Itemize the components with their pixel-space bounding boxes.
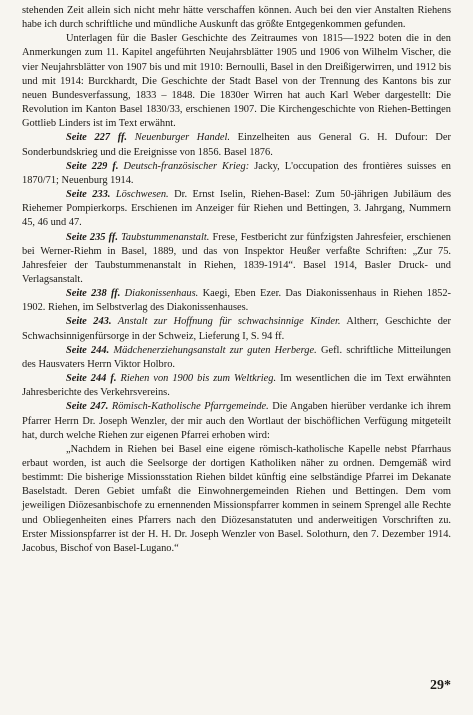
- page-reference: Seite 244.: [66, 344, 110, 356]
- note-text: Einzelheiten aus General G. H. Dufour: Der Sonderbundskrieg und die Ereignisse von 1856. Basel 1876.: [22, 132, 451, 158]
- quoted-decree: [22, 443, 451, 556]
- note-label: Römisch-Katholische Pfarrgemeinde.: [111, 401, 269, 413]
- page-reference: Seite 238 ff.: [66, 288, 121, 300]
- note-text: Jacky, L'occupation des frontières suisses en 1870/71; Neuenburg 1914.: [22, 160, 452, 186]
- page-reference: Seite 243.: [66, 316, 112, 328]
- page-number: 29*: [430, 677, 451, 693]
- note-seite-244: [22, 344, 451, 372]
- page-reference: Seite 235 ff.: [66, 231, 118, 243]
- page-reference: Seite 247.: [66, 401, 109, 413]
- note-label: Deutsch-französischer Krieg:: [123, 160, 250, 172]
- note-text: Im wesentlichen die im Text erwähnten Jahresberichte des Verkehrsvereins.: [22, 373, 451, 399]
- note-seite-247: [22, 400, 451, 442]
- note-label: Anstalt zur Hoffnung für schwachsinnige Kinder.: [117, 316, 341, 328]
- quote-text: „Nachdem in Riehen bei Basel eine eigene römisch-katholische Kapelle nebst Pfarrhaus erbaut worden, ist auch die Seelsorge der dortigen Katholiken näher zu ordnen. Demgemäß wird bestimmt: Die bisherige Missionsstation Riehen bildet künftig eine selbständige Pfarrei im Dekanate Baselstadt. Deren Gebiet umfaßt die Einwohnergemeinden Riehen und Bettingen. Dem vom jeweiligen Diözesanbischofe zu ernennenden Missionspfarrer kommen in seinem Sprengel alle Rechte und Obliegenheiten eines Pfarrers nach den Diözesanstatuten und anderweitigen Vorschriften zu. Erster Missionspfarrer ist der H. H. Dr. Joseph Wenzler von Basel. Solothurn, den 7. Dezember 1914. Jacobus, Bischof von Basel-Lugano.“: [22, 443, 451, 554]
- note-text: Gefl. schriftliche Mitteilungen des Hausvaters Herrn Viktor Holbro.: [22, 344, 451, 370]
- paragraph-text: stehenden Zeit allein sich nicht mehr hätte verschaffen können. Auch bei den vier Anstalten Riehens habe ich durch schriftliche und mündliche Auskunft das größte Entgegenkommen gefunden.: [22, 5, 451, 31]
- page-reference: Seite 233.: [66, 189, 111, 201]
- note-text: Frese, Festbericht zur fünfzigsten Jahresfeier, erschienen bei Werner-Riehm in Basel, 1889, und das von Inspektor Heußer verfaßte Schriften: „Zur 75. Jahresfeier der Taubstummenanstalt in Riehen, 1839-1914“. Basel 1914, Basler Druck- und Verlagsanstalt.: [22, 231, 452, 285]
- note-text: Altherr, Geschichte der Schwachsinnigenfürsorge in der Schweiz, Lieferung I, S. 94 ff.: [22, 316, 451, 342]
- body-text: [22, 4, 451, 556]
- paragraph-text: Unterlagen für die Basler Geschichte des Zeitraumes von 1815—1922 boten die in den Anmerkungen zum 11. Kapitel angeführten Neujahrsblätter 1905 und 1906 von Wilhelm Vischer, die vier Neujahrsblätter von 1907 bis und mit 1910: Bernoulli, Basel in den Dreißigerwirren, und 1912 bis und mit 1914: Burckhardt, Die Geschichte der Stadt Basel von der Trennung des Kantons bis zur neuen Bundesverfassung, 1833 – 1848. Die 1830er Wirren hat auch Karl Weber dargestellt: Die Revolution im Kanton Basel 1830/33, erschienen 1907. Die Kirchengeschichte von Riehen-Bettingen Gottlieb Linders ist im Text erwähnt.: [22, 33, 451, 130]
- note-seite-243: [22, 315, 451, 343]
- note-seite-244f: [22, 372, 451, 400]
- note-text: Die Angaben hierüber verdanke ich ihrem Pfarrer Herrn Dr. Joseph Wenzler, der mir auch den Wortlaut der bischöflichen Verfügung mitgeteilt hat, durch welche Riehen zur eigenen Pfarrei erhoben wird:: [22, 401, 451, 441]
- note-text: Dr. Ernst Iselin, Riehen-Basel: Zum 50-jährigen Jubiläum des Riehemer Pompierkorps. Erschienen im Anzeiger für Riehen und Bettingen, 3. Jahrgang, Nummern 45, 46 und 47.: [22, 189, 451, 229]
- paragraph-sources-basel: [22, 32, 451, 131]
- note-label: Taubstummenanstalt.: [121, 231, 210, 243]
- note-seite-238: [22, 287, 451, 315]
- note-seite-233: [22, 188, 451, 230]
- page-reference: Seite 229 f.: [66, 160, 119, 172]
- note-text: Kaegi, Eben Ezer. Das Diakonissenhaus in Riehen 1852-1902. Riehen, im Selbstverlag des Diakonissenhauses.: [22, 288, 451, 314]
- note-label: Löschwesen.: [115, 189, 169, 201]
- note-label: Neuenburger Handel.: [134, 132, 230, 144]
- note-label: Mädchenerziehungsanstalt zur guten Herberge.: [113, 344, 317, 356]
- note-seite-229: [22, 160, 451, 188]
- note-label: Riehen von 1900 bis zum Weltkrieg.: [120, 373, 277, 385]
- note-seite-235: [22, 231, 451, 288]
- paragraph-intro-end: [22, 4, 451, 32]
- note-seite-227: [22, 131, 451, 159]
- page-reference: Seite 227 ff.: [66, 132, 128, 144]
- note-label: Diakonissenhaus.: [124, 288, 199, 300]
- page-reference: Seite 244 f.: [66, 373, 117, 385]
